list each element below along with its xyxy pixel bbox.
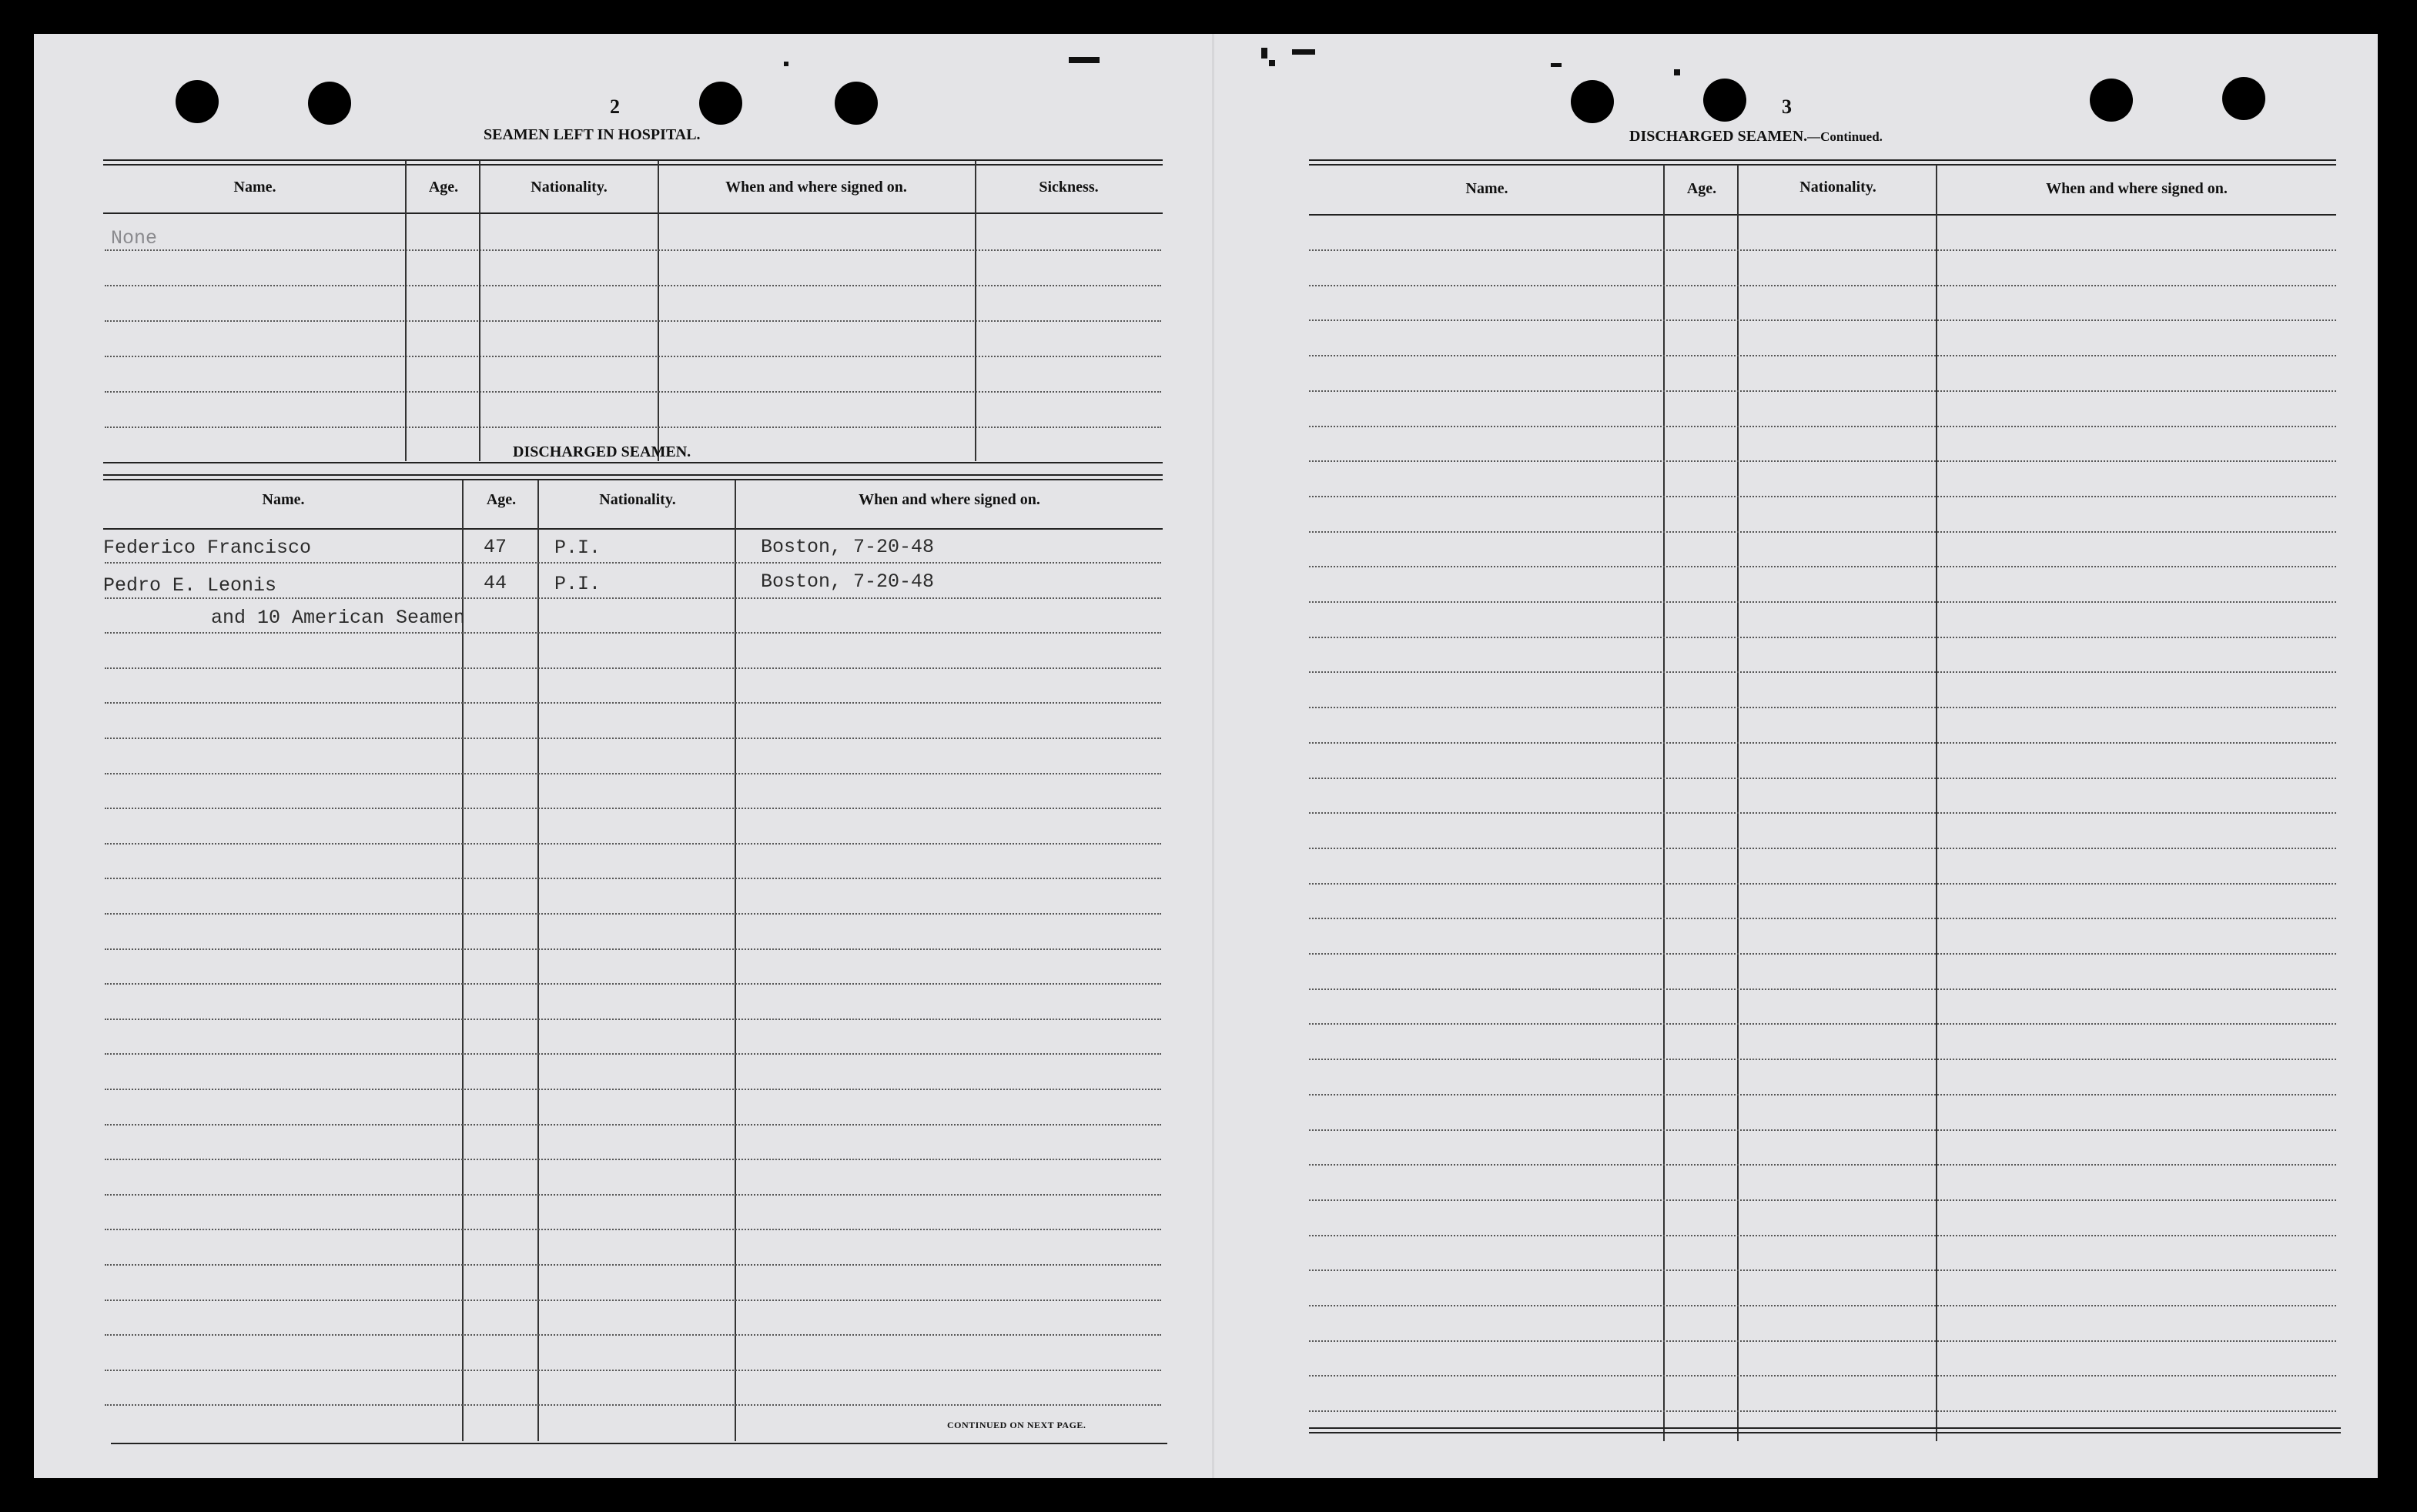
seaman-name: Pedro E. Leonis bbox=[103, 574, 277, 597]
row-line bbox=[1309, 988, 2336, 990]
row-line bbox=[105, 983, 1161, 985]
row-line bbox=[105, 632, 1161, 634]
row-line bbox=[1309, 601, 2336, 603]
row-line bbox=[105, 1334, 1161, 1336]
row-line bbox=[1309, 1340, 2336, 1342]
rule bbox=[111, 1443, 1167, 1444]
row-line bbox=[105, 427, 1161, 428]
row-line bbox=[105, 249, 1161, 251]
column-header-name: Name. bbox=[1465, 180, 1508, 197]
document-sheet bbox=[34, 34, 2378, 1478]
column-header-age: Age. bbox=[486, 491, 517, 508]
column-header-name: Name. bbox=[262, 491, 305, 508]
discharged-note: and 10 American Seamen bbox=[211, 607, 466, 629]
column-divider bbox=[975, 161, 976, 461]
discharged-title: DISCHARGED SEAMEN. bbox=[513, 443, 691, 460]
rule bbox=[103, 159, 1163, 161]
right-page bbox=[1215, 34, 2378, 1478]
row-line bbox=[105, 702, 1161, 704]
column-header-nationality: Nationality. bbox=[599, 491, 676, 508]
row-line bbox=[1309, 742, 2336, 744]
row-line bbox=[1309, 1235, 2336, 1236]
row-line bbox=[105, 1229, 1161, 1230]
row-line bbox=[105, 285, 1161, 286]
row-line bbox=[105, 1089, 1161, 1090]
rule bbox=[103, 212, 1163, 214]
discharged-continued-title bbox=[1629, 128, 1883, 146]
column-header-age: Age. bbox=[1686, 180, 1717, 197]
row-line bbox=[1309, 1164, 2336, 1166]
row-line bbox=[105, 1159, 1161, 1160]
title-main: DISCHARGED SEAMEN. bbox=[1629, 128, 1808, 145]
row-line bbox=[105, 1300, 1161, 1301]
column-divider bbox=[405, 161, 407, 461]
row-line bbox=[1309, 778, 2336, 779]
rule bbox=[103, 164, 1163, 166]
row-line bbox=[1309, 848, 2336, 849]
row-line bbox=[105, 1370, 1161, 1371]
seaman-nationality: P.I. bbox=[554, 573, 601, 595]
seaman-age: 47 bbox=[484, 536, 507, 558]
row-line bbox=[105, 1053, 1161, 1055]
title-suffix: —Continued. bbox=[1807, 129, 1883, 144]
row-line bbox=[1309, 531, 2336, 533]
column-header-nationality: Nationality. bbox=[531, 179, 608, 196]
page-fold bbox=[1212, 34, 1214, 1478]
column-header-signed-on: When and where signed on. bbox=[859, 491, 1040, 508]
row-line bbox=[105, 320, 1161, 322]
column-divider bbox=[479, 161, 480, 461]
rule bbox=[103, 462, 1163, 463]
row-line bbox=[1309, 460, 2336, 462]
row-line bbox=[1309, 1199, 2336, 1201]
row-line bbox=[1309, 1410, 2336, 1412]
row-line bbox=[105, 1019, 1161, 1020]
row-line bbox=[1309, 426, 2336, 427]
row-line bbox=[105, 1264, 1161, 1266]
row-line bbox=[105, 667, 1161, 669]
column-header-sickness: Sickness. bbox=[1039, 179, 1099, 196]
row-line bbox=[1309, 1269, 2336, 1271]
column-divider bbox=[735, 480, 736, 1441]
row-line bbox=[1309, 355, 2336, 356]
row-line bbox=[1309, 707, 2336, 708]
row-line bbox=[1309, 812, 2336, 814]
rule bbox=[1309, 164, 2336, 166]
row-line bbox=[1309, 249, 2336, 251]
row-line bbox=[105, 562, 1161, 564]
seaman-nationality: P.I. bbox=[554, 537, 601, 559]
left-page bbox=[34, 34, 1212, 1478]
row-line bbox=[1309, 1059, 2336, 1060]
row-line bbox=[1309, 390, 2336, 392]
row-line bbox=[105, 1194, 1161, 1196]
row-line bbox=[1309, 953, 2336, 955]
column-header-age: Age. bbox=[428, 179, 459, 196]
rule bbox=[1309, 159, 2336, 161]
row-line bbox=[105, 878, 1161, 879]
row-line bbox=[1309, 285, 2336, 286]
seaman-signed-on: Boston, 7-20-48 bbox=[761, 570, 935, 593]
rule bbox=[103, 479, 1163, 480]
row-line bbox=[1309, 918, 2336, 919]
column-header-signed-on: When and where signed on. bbox=[725, 179, 907, 196]
column-header-name: Name. bbox=[233, 179, 276, 196]
row-line bbox=[1309, 566, 2336, 567]
row-line bbox=[1309, 671, 2336, 673]
row-line bbox=[1309, 1023, 2336, 1025]
row-line bbox=[1309, 1129, 2336, 1131]
seaman-name: Federico Francisco bbox=[103, 537, 312, 559]
row-line bbox=[1309, 883, 2336, 885]
row-line bbox=[1309, 1375, 2336, 1377]
row-line bbox=[105, 948, 1161, 950]
row-line bbox=[105, 356, 1161, 357]
row-line bbox=[1309, 1305, 2336, 1306]
row-line bbox=[1309, 637, 2336, 638]
row-line bbox=[105, 913, 1161, 915]
rule bbox=[103, 474, 1163, 476]
column-header-signed-on: When and where signed on. bbox=[2046, 180, 2228, 197]
row-line bbox=[105, 843, 1161, 845]
hospital-entry: None bbox=[111, 227, 158, 249]
rule bbox=[1309, 1432, 2341, 1433]
page-number: 2 bbox=[610, 95, 620, 118]
row-line bbox=[1309, 496, 2336, 497]
row-line bbox=[105, 773, 1161, 774]
rule bbox=[1309, 1427, 2341, 1429]
row-line bbox=[105, 1124, 1161, 1126]
rule bbox=[103, 528, 1163, 530]
column-divider bbox=[658, 161, 659, 461]
row-line bbox=[1309, 319, 2336, 321]
row-line bbox=[105, 1404, 1161, 1406]
row-line bbox=[105, 597, 1161, 599]
row-line bbox=[1309, 1094, 2336, 1096]
seaman-age: 44 bbox=[484, 572, 507, 594]
row-line bbox=[105, 808, 1161, 809]
page-number: 3 bbox=[1782, 95, 1792, 118]
rule bbox=[1309, 214, 2336, 216]
row-line bbox=[105, 391, 1161, 393]
row-line bbox=[105, 738, 1161, 739]
seaman-signed-on: Boston, 7-20-48 bbox=[761, 536, 935, 558]
continued-footer: CONTINUED ON NEXT PAGE. bbox=[947, 1420, 1086, 1430]
hospital-title: SEAMEN LEFT IN HOSPITAL. bbox=[484, 126, 701, 143]
column-header-nationality: Nationality. bbox=[1799, 179, 1876, 196]
column-divider bbox=[537, 480, 539, 1441]
